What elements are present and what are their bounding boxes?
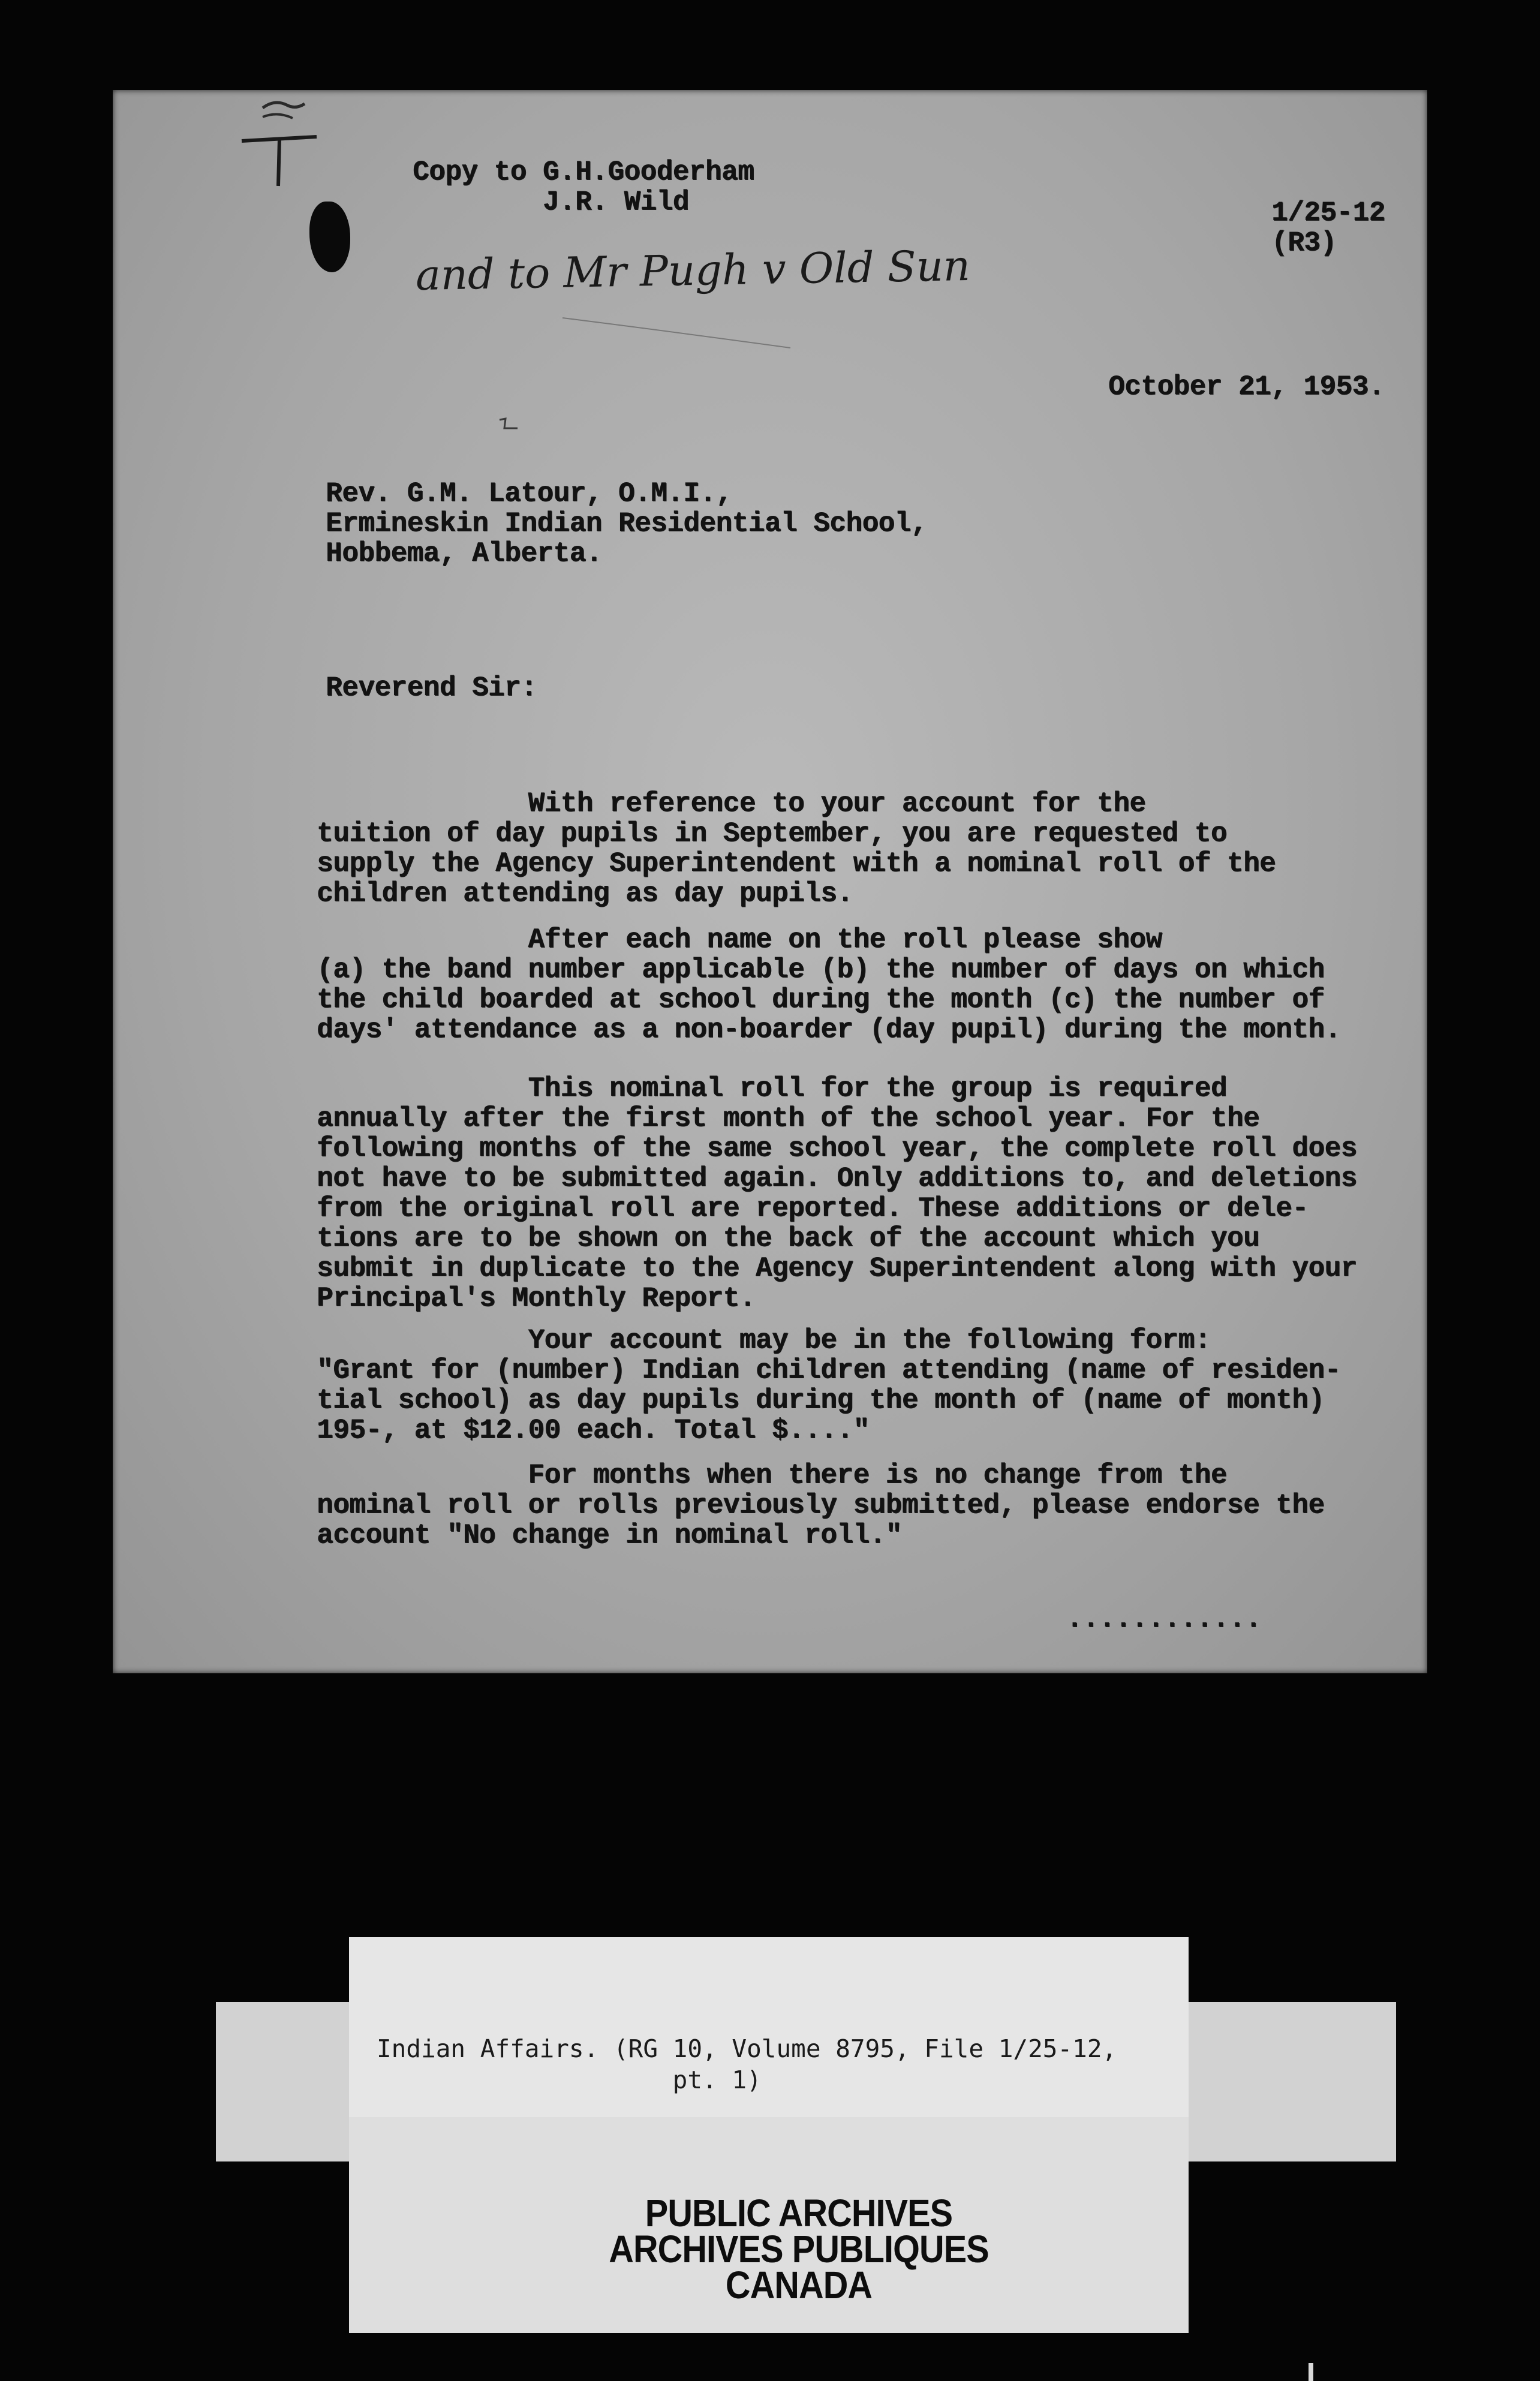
paragraph-account-form: Your account may be in the following form: "Grant for (number) Indian children attending (name of residen- tial school) as day pupils during the month of (name of month) 195-, at $12.00 each. Total $...." [317,1325,1341,1446]
archive-stamp-line3: CANADA [725,2263,873,2307]
addressee-block: Rev. G.M. Latour, O.M.I., Ermineskin Indian Residential School, Hobbema, Alberta. [326,478,927,569]
archive-stamp [556,2191,1042,2307]
letter-date: October 21, 1953. [1108,371,1385,402]
archive-stamp-line1: PUBLIC ARCHIVES [645,2191,953,2235]
paragraph-no-change: For months when there is no change from the nominal roll or rolls previously submitted, please endorse the account "No change in nominal roll." [317,1460,1325,1551]
pencil-margin-mark [173,90,329,192]
handwritten-note: and to Mr Pugh v Old Sun [415,240,971,300]
letter-page [113,90,1427,1673]
file-reference: 1/25-12 (R3) [1271,197,1385,258]
paragraph-annual-roll: This nominal roll for the group is required annually after the first month of the school year. For the following months of the same school year, the complete roll does not have to be submitted again. Only additions to, and deletions from the original roll are reported. These additions or dele- tions are to be shown on the back of the account which you submit in duplicate to the Agency Superintendent along with your Principal's Monthly Report. [317,1073,1357,1314]
pencil-stray-mark [380,408,560,456]
paragraph-roll-details: After each name on the roll please show (a) the band number applicable (b) the number of days on which the child boarded at school during the month (c) the number of days' attendance as a non-boarder (day pupil) during the month. [317,924,1341,1045]
film-edge-mark [1309,2363,1313,2381]
archive-stamp-line2: ARCHIVES PUBLIQUES [609,2227,989,2271]
archive-citation: Indian Affairs. (RG 10, Volume 8795, File 1/25-12, pt. 1) [377,2034,1117,2094]
closing-dots: ............ [1066,1604,1262,1635]
copy-to-line: Copy to G.H.Gooderham J.R. Wild [413,157,754,218]
paragraph-tuition: With reference to your account for the tuition of day pupils in September, you are requested to supply the Agency Superintendent with a nominal roll of the children attending as day pupils. [317,788,1276,909]
ink-blot-mark [309,202,350,272]
salutation: Reverend Sir: [326,672,537,704]
handwritten-underline [353,306,832,372]
